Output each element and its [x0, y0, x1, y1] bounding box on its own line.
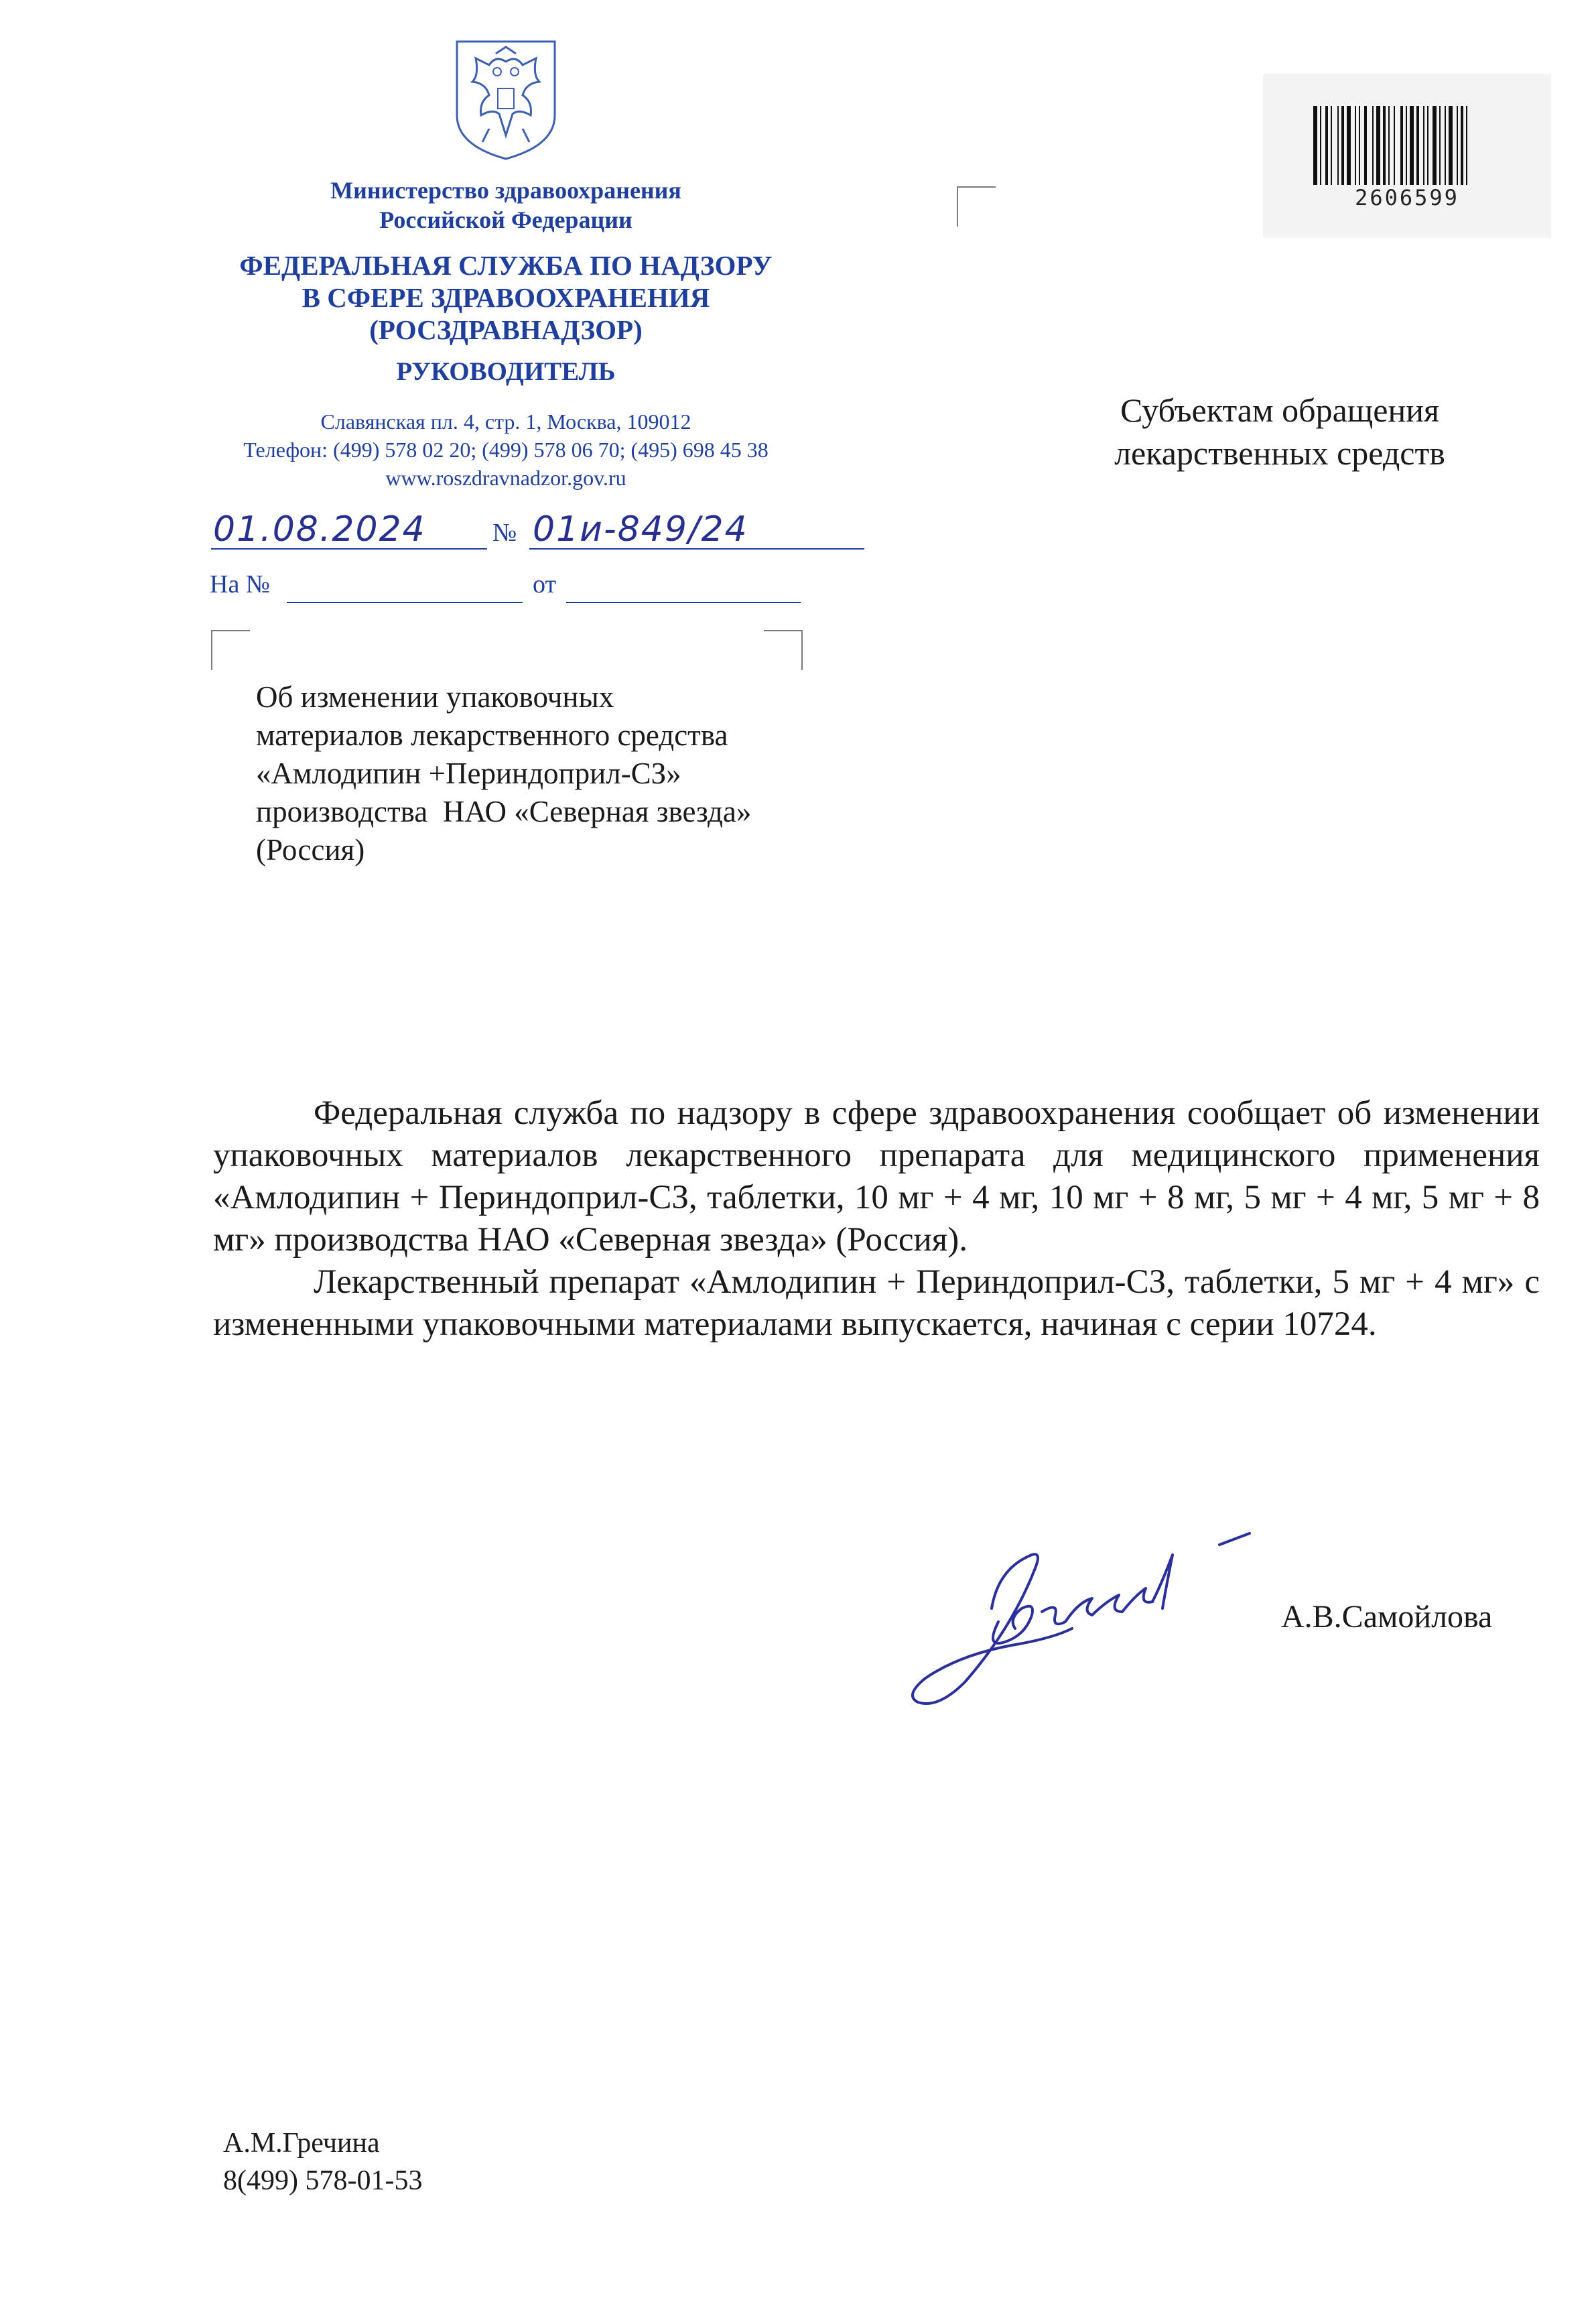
service-line: (РОСЗДРАВНАДЗОР) — [369, 314, 643, 345]
barcode-bar — [1355, 106, 1356, 185]
service-name — [201, 249, 811, 346]
addressee-corner-mark — [957, 186, 996, 227]
russian-coat-of-arms-icon — [449, 35, 563, 162]
subject-corner-mark-left — [211, 630, 250, 670]
coat-of-arms-emblem — [449, 35, 563, 162]
barcode-bar — [1372, 106, 1374, 185]
contact-block — [201, 407, 811, 492]
handwritten-signature — [898, 1528, 1273, 1722]
barcode-number: 2606599 — [1355, 185, 1459, 210]
barcode-bar — [1427, 106, 1428, 185]
barcode-bar — [1400, 106, 1403, 185]
barcode-label — [1263, 74, 1551, 238]
barcode-icon — [1313, 106, 1501, 185]
ministry-line: Министерство здравоохранения — [330, 177, 681, 204]
service-line: В СФЕРЕ ЗДРАВООХРАНЕНИЯ — [302, 282, 710, 313]
barcode-bar — [1439, 106, 1441, 185]
date-underline — [211, 548, 487, 550]
addressee-line: лекарственных средств — [1114, 434, 1445, 472]
ministry-name — [201, 176, 811, 235]
registration-number: 01и-849/24 — [533, 509, 748, 550]
reply-date-label: от — [533, 570, 557, 598]
barcode-bar — [1364, 106, 1367, 185]
barcode-bar — [1383, 106, 1386, 185]
barcode-bar — [1410, 106, 1414, 185]
letter-subject — [256, 678, 846, 869]
registration-date: 01.08.2024 — [213, 509, 426, 550]
barcode-bar — [1320, 106, 1321, 185]
barcode-bar — [1331, 106, 1332, 185]
number-label: № — [492, 519, 517, 547]
executor-info — [223, 2124, 422, 2199]
barcode-bar — [1406, 106, 1407, 185]
barcode-bar — [1433, 106, 1437, 185]
reply-date-underline — [566, 602, 801, 603]
reply-number-underline — [287, 602, 523, 603]
letter-body — [213, 1092, 1540, 1346]
service-line: ФЕДЕРАЛЬНАЯ СЛУЖБА ПО НАДЗОРУ — [239, 250, 773, 281]
barcode-bar — [1341, 106, 1344, 185]
subject-line: Об изменении упаковочных — [256, 680, 614, 714]
barcode-bar — [1461, 106, 1463, 185]
subject-line: материалов лекарственного средства — [256, 718, 728, 752]
signer-name: А.В.Самойлова — [1281, 1599, 1493, 1635]
subject-line: (Россия) — [256, 833, 365, 867]
body-paragraph: Федеральная служба по надзору в сфере здравоохранения сообщает об изменении упаковочных материалов лекарственного препарата для медицинского применения «Амлодипин + Периндоприл-СЗ, таблетки, 10 мг + 4 мг, 10 мг + 8 мг, 5 мг + 4 мг, 5 мг + 8 мг» производства НАО «Северная звезда» (Россия). — [213, 1094, 1540, 1259]
ministry-line: Российской Федерации — [379, 206, 633, 233]
barcode-bar — [1445, 106, 1446, 185]
barcode-bar — [1388, 106, 1390, 185]
barcode-bar — [1313, 106, 1317, 185]
barcode-bar — [1466, 106, 1467, 185]
barcode-bar — [1337, 106, 1339, 185]
reply-number-label: На № — [210, 570, 271, 598]
barcode-bar — [1457, 106, 1458, 185]
executor-name: А.М.Гречина — [223, 2128, 380, 2159]
barcode-bar — [1376, 106, 1380, 185]
barcode-bar — [1394, 106, 1395, 185]
website: www.roszdravnadzor.gov.ru — [385, 466, 626, 490]
addressee-line: Субъектам обращения — [1120, 391, 1439, 429]
subject-corner-mark-right — [764, 630, 803, 670]
signature-icon — [898, 1528, 1273, 1722]
addressee — [1045, 389, 1514, 474]
barcode-bar — [1449, 106, 1453, 185]
executor-phone: 8(499) 578-01-53 — [223, 2165, 423, 2196]
subject-line: производства НАО «Северная звезда» — [256, 795, 752, 828]
body-paragraph: Лекарственный препарат «Амлодипин + Периндоприл-СЗ, таблетки, 5 мг + 4 мг» с измененными упаковочными материалами выпускается, начиная с серии 10724. — [213, 1263, 1540, 1343]
barcode-bar — [1325, 106, 1328, 185]
head-title: РУКОВОДИТЕЛЬ — [396, 357, 616, 386]
barcode-bar — [1359, 106, 1360, 185]
number-underline — [529, 548, 864, 550]
phone-numbers: Телефон: (499) 578 02 20; (499) 578 06 70; (495) 698 45 38 — [243, 438, 769, 462]
barcode-bar — [1347, 106, 1351, 185]
address: Славянская пл. 4, стр. 1, Москва, 109012 — [320, 409, 691, 434]
subject-line: «Амлодипин +Периндоприл-СЗ» — [256, 757, 681, 790]
barcode-bar — [1416, 106, 1419, 185]
barcode-bar — [1423, 106, 1424, 185]
